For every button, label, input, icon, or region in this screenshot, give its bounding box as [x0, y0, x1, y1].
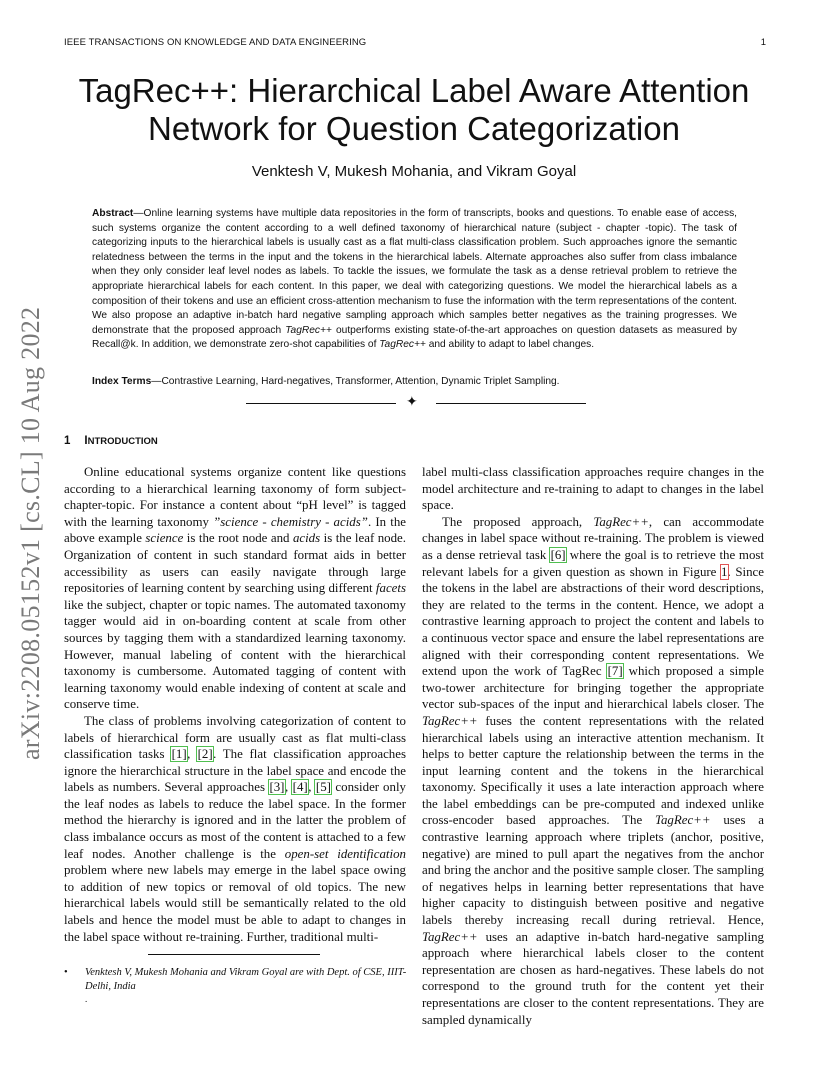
citation-link[interactable]: [5]: [315, 780, 331, 795]
text-span: . In the above example: [64, 514, 406, 546]
section-title-rest: NTRODUCTION: [87, 436, 158, 447]
text-span: The class of problems involving categorization of content to labels of hierarchical form are usually cast as flat multi-class classification tasks: [64, 713, 406, 762]
page-number: 1: [760, 37, 766, 48]
citation-link[interactable]: [1]: [171, 747, 187, 762]
journal-header: IEEE TRANSACTIONS ON KNOWLEDGE AND DATA ENGINEERING: [64, 37, 367, 48]
emph-span: TagRec++: [422, 713, 478, 728]
text-span: . The flat classification approaches ignore the hierarchical structure in the label space and encode the labels as numbers. Several approaches: [64, 747, 406, 795]
section-title-first: I: [84, 435, 88, 447]
citation-link[interactable]: [7]: [607, 664, 623, 679]
index-terms-label: Index Terms: [92, 376, 152, 387]
abstract-text-1: —Online learning systems have multiple data repositories in the form of transcripts, books and questions. To enable ease of access, such systems organize the content according to a well defined taxonomy of hierarchical nature (subject - chapter -topic). The task of categorizing inputs to the hierarchical labels is usually cast as a flat multi-class classification problem. Such approaches ignore the semantic relatedness between the terms in the input and the tokens in the hierarchical labels. Alternate approaches also suffer from class imbalance when they only consider leaf level nodes as labels. To tackle the issues, we formulate the task as a dense retrieval problem to retrieve the appropriate hierarchical labels for each content. In this paper, we deal with categorizing questions. We model the hierarchical labels as a composition of their tokens and use an efficient cross-attention mechanism to fuse the information with the term representations of the content. We also propose an adaptive in-batch hard negative sampling approach which samples better negatives as the training progresses. We demonstrate that the proposed approach: [92, 208, 737, 336]
text-span: ,: [308, 780, 316, 795]
paragraph: [422, 514, 764, 1028]
arxiv-stamp: arXiv:2208.05152v1 [cs.CL] 10 Aug 2022: [16, 306, 45, 760]
divider-line-left: [246, 403, 396, 404]
emph-span: TagRec++: [593, 514, 649, 529]
emph-span: ”science - chemistry - acids”: [213, 514, 368, 529]
left-column: [64, 464, 406, 945]
citation-link[interactable]: [4]: [292, 780, 308, 795]
text-span: consider only the leaf nodes as labels to reduce the label space. In the former method the hierarchy is ignored and in the latter the problem of class imbalance occurs as most of the content is attached to a few leaf nodes. Another challenge is the: [64, 780, 406, 861]
section-number: 1: [64, 435, 71, 447]
right-column: [422, 464, 764, 1028]
abstract-text-2: outperforms existing state-of-the-art approaches on question datasets as measured by Recall@k. In addition, we demonstrate zero-shot capabilities of: [92, 324, 738, 351]
text-span: . Since the tokens in the label are abstractions of their word descriptions, they are related to the terms in the content. Hence, we adopt a contrastive learning approach to project the content and labels to a continuous vector space and ensure the label representations are aligned with their corresponding content representations. We extend upon the work of TagRec: [422, 564, 764, 679]
paragraph: label multi-class classification approaches require changes in the model architecture and re-training to adapt to changes in the label space.: [422, 465, 764, 513]
emph-span: TagRec++: [654, 813, 711, 828]
text-span: uses an adaptive in-batch hard-negative sampling approach where hierarchical labels closer to the content representation are chosen as hard-negatives. These labels do not correspond to the ground truth for the content yet their representations are closer to the content representations. They are sampled dynamically: [422, 929, 764, 1027]
title-line-1: TagRec++: Hierarchical Label Aware Attention: [78, 72, 750, 109]
text-span: uses a contrastive learning approach where triplets (anchor, positive, negative) are mined to pull apart the negatives from the anchor and bring the anchor and the positive sample closer. The sampling of negatives helps in learning better representations that have higher capacity to distinguish between positive and negative labels thereby increasing recall during retrieval. Hence,: [422, 813, 764, 928]
emph-span: science: [145, 531, 184, 546]
abstract-label: Abstract: [92, 208, 134, 219]
abstract-emph-1: TagRec++: [285, 324, 332, 336]
text-span: fuses the content representations with the related hierarchical labels using an interactive attention mechanism. It helps to better capture the relationship between the terms in the input learning content and the tokens in the hierarchical taxonomy. Specifically it uses a late interaction approach where the label embeddings can be pre-computed and indexed unlike cross-encoder based approaches. The: [422, 713, 764, 828]
citation-link[interactable]: [2]: [197, 747, 213, 762]
text-span: is the root node and: [183, 531, 293, 546]
abstract-emph-2: TagRec++: [379, 339, 426, 351]
citation-link[interactable]: [6]: [550, 547, 566, 562]
section-divider: [246, 397, 586, 411]
paragraph: [64, 713, 406, 945]
emph-span: acids: [292, 531, 321, 546]
footnote-dot: .: [85, 994, 88, 1004]
emph-span: facets: [375, 581, 406, 596]
abstract-text-3: and ability to adapt to label changes.: [425, 339, 595, 351]
text-span: ,: [187, 747, 198, 762]
footnote-text: Venktesh V, Mukesh Mohania and Vikram Goyal are with Dept. of CSE, IIIT-Delhi, India: [85, 967, 407, 992]
title-line-2: Network for Question Categorization: [148, 110, 680, 147]
text-span: which proposed a simple two-tower architecture for bringing together the appropriate vector sub-spaces of the input and hierarchical labels closer. The: [422, 664, 764, 712]
index-terms: [92, 375, 737, 390]
divider-star-icon: ✦: [406, 395, 418, 410]
paper-title: [64, 72, 764, 148]
emph-span: TagRec++: [422, 929, 478, 944]
text-span: ,: [284, 780, 293, 795]
figure-link[interactable]: 1: [721, 564, 728, 579]
index-terms-text: —Contrastive Learning, Hard-negatives, Transformer, Attention, Dynamic Triplet Sampling.: [151, 376, 560, 387]
footnote: [64, 966, 409, 1004]
text-span: where the goal is to retrieve the most relevant labels for a given question as shown in Figure: [422, 547, 764, 579]
text-span: like the subject, chapter or topic names. The automated taxonomy tagger would aid in on-boarding content at scale from other sources by tagging them with a standardized learning taxonomy. However, manual labeling of content with the hierarchical taxonomy is cumbersome. Automated tagging of content with learning taxonomy would enable indexing of content at scale and conserve time.: [64, 597, 406, 712]
divider-line-right: [436, 403, 586, 404]
paragraph: [64, 464, 406, 713]
text-span: is the leaf node. Organization of content in such standard format aids in better accessibility as users can easily navigate through large repositories of learning content by searching using different: [64, 531, 406, 596]
bullet-icon: •: [64, 967, 68, 978]
authors: Venktesh V, Mukesh Mohania, and Vikram Goyal: [251, 163, 577, 180]
text-span: problem where new labels may emerge in the label space owing to addition of new topics or removal of old topics. The new hierarchical labels would still be semantically related to the old labels and hence the model must be able to adapt to changes in the label space without re-training. Further, traditional multi-: [64, 863, 406, 944]
abstract: [92, 207, 737, 353]
text-span: Online educational systems organize content like questions according to a hierarchical learning taxonomy of form subject-chapter-topic. For instance a content about “pH level” is tagged with the learning taxonomy: [64, 465, 406, 529]
section-heading: [64, 435, 158, 447]
emph-span: open-set identification: [284, 846, 406, 861]
citation-link[interactable]: [3]: [269, 780, 285, 795]
text-span: , can accommodate changes in label space without re-training. The problem is viewed as a dense retrieval task: [422, 514, 764, 562]
footnote-rule: [148, 954, 320, 955]
text-span: The proposed approach,: [442, 514, 594, 529]
